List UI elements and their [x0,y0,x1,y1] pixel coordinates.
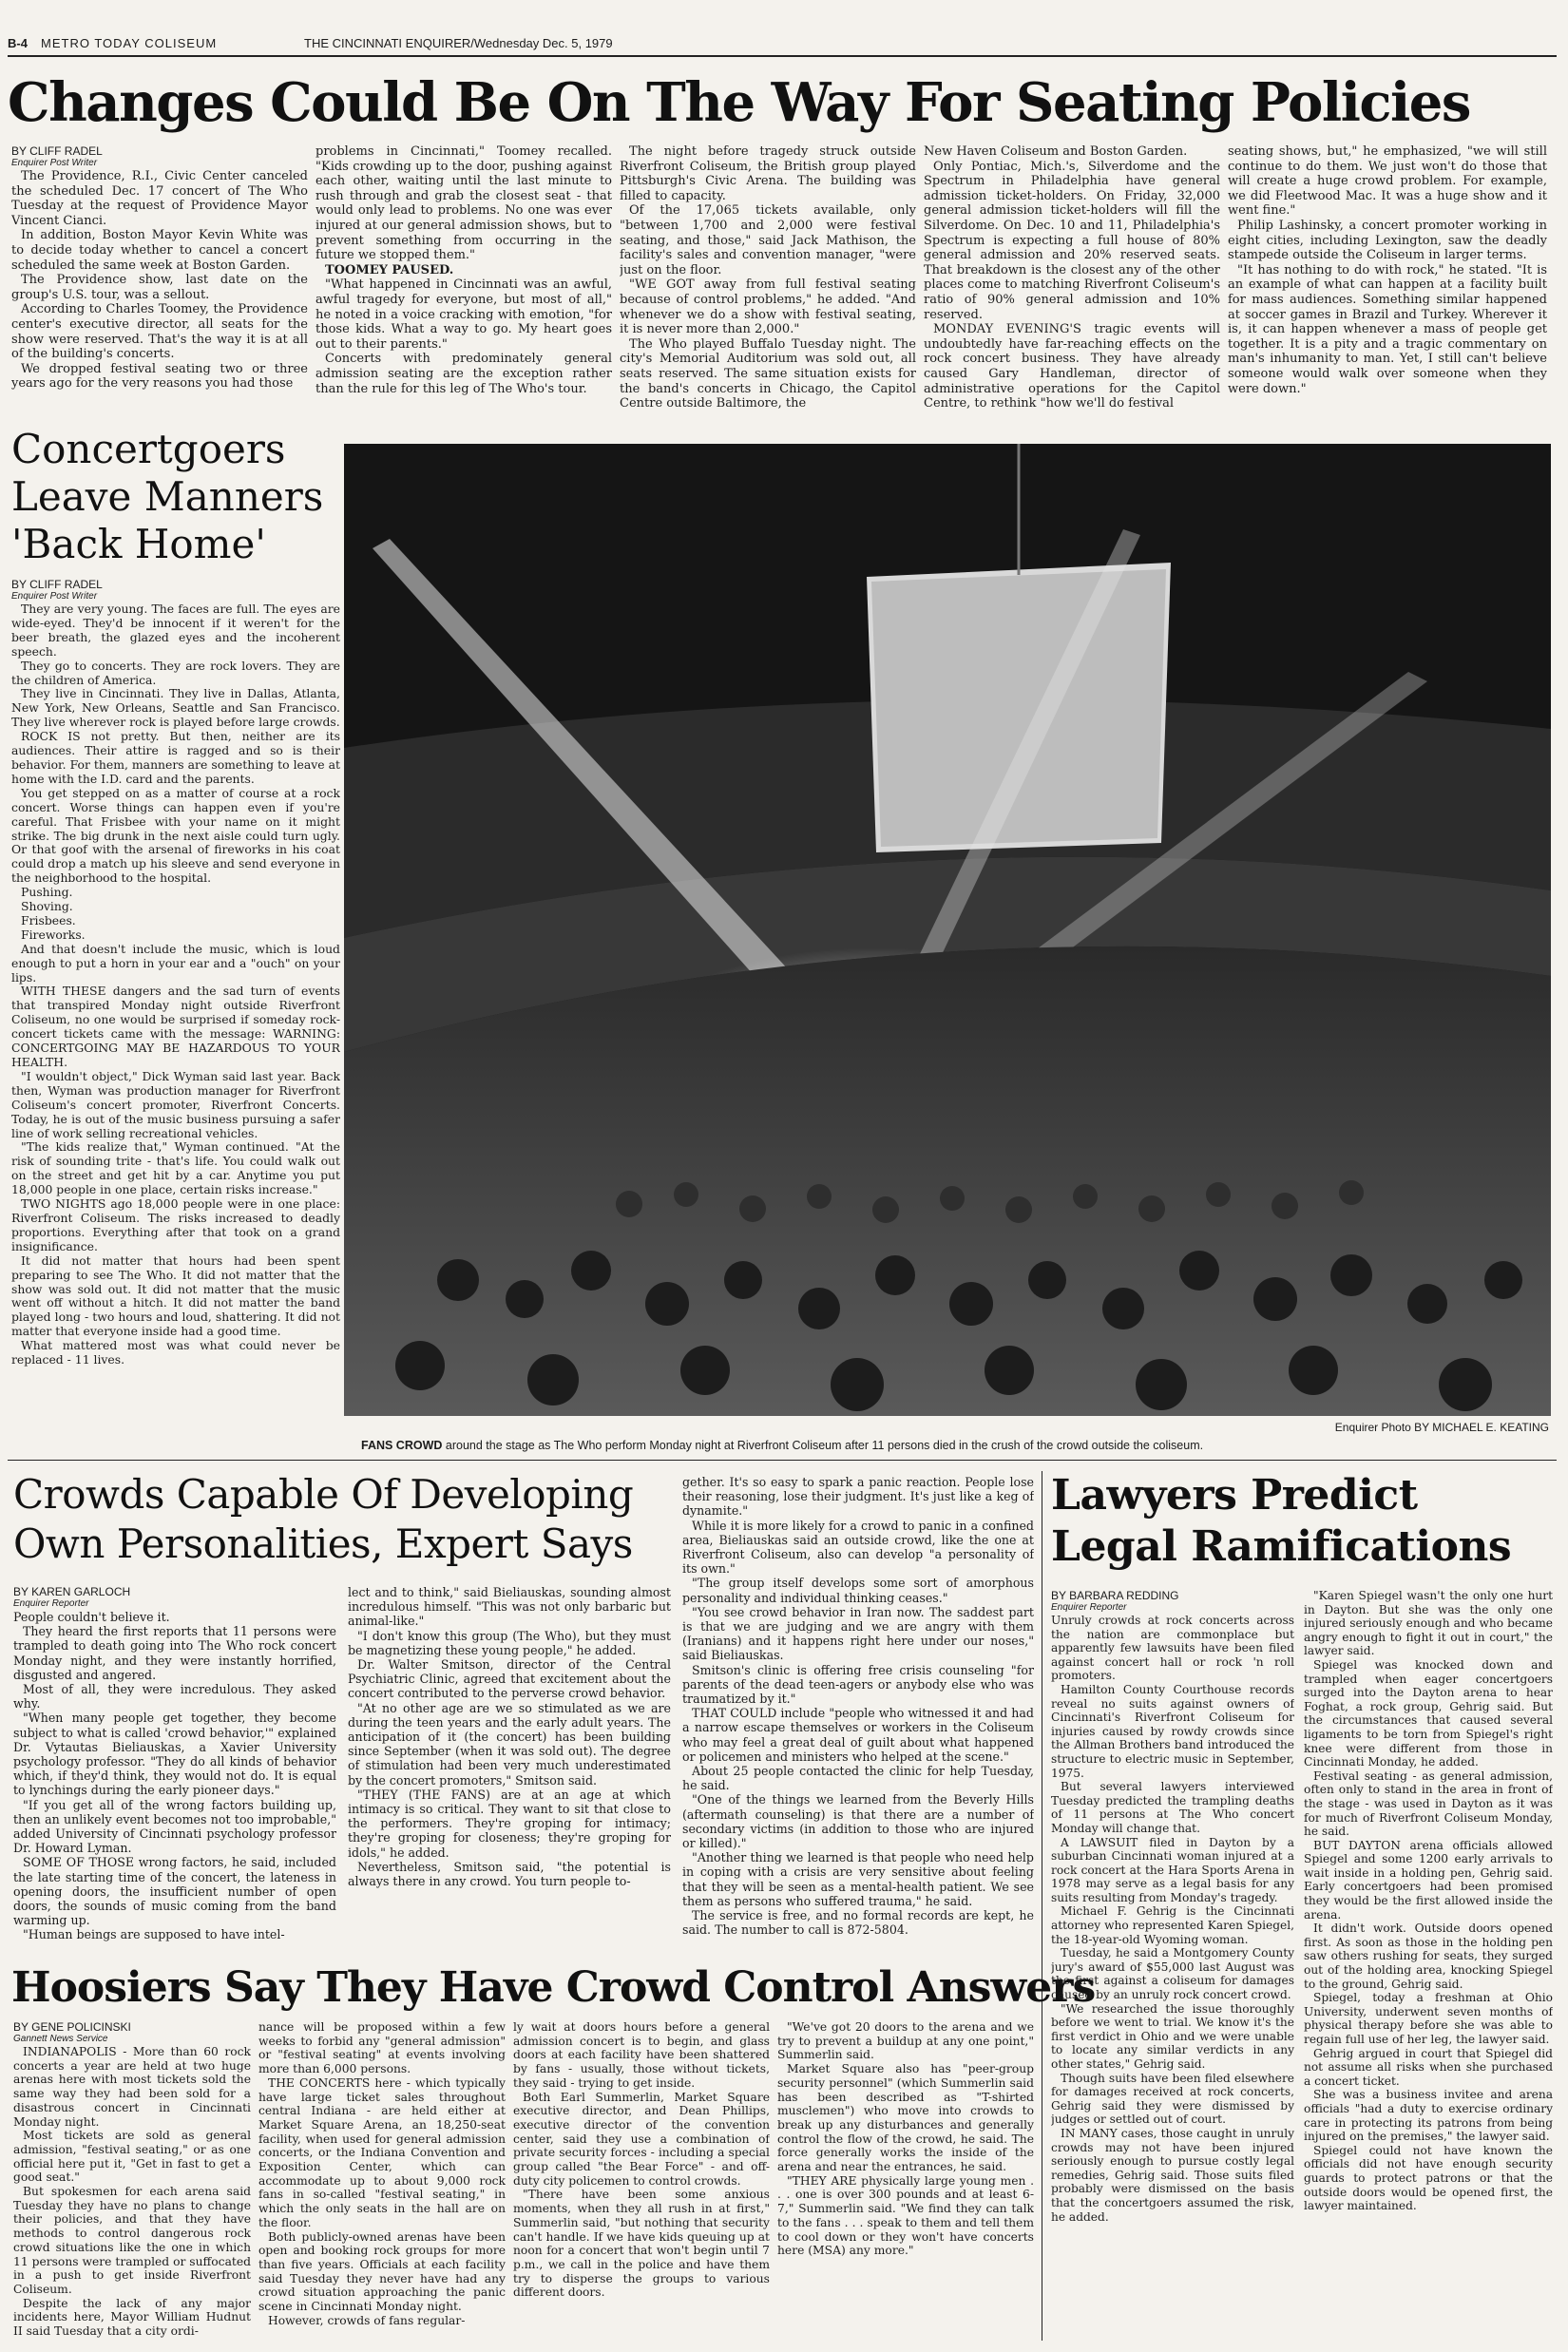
paragraph: "Another thing we learned is that people who need help in coping with a crisis are very sensitive about feeling that they will be seen as a mental-health patient. We see them as persons who suffered trauma," he said. [682,1850,1034,1908]
paragraph: Nevertheless, Smitson said, "the potential is always there in any crowd. You turn people to- [348,1859,671,1889]
paragraph: Fireworks. [21,927,86,942]
paragraph: INDIANAPOLIS - More than 60 rock concerts a year are held at two huge arenas here with most tickets sold the same way they had been sold for a disastrous concert in Cincinnati Monday night. [13,2045,251,2129]
story4-column-2 [258,2020,506,2343]
paragraph: Pushing. [21,885,73,900]
story4-column-3 [513,2020,770,2343]
paragraph: "I wouldn't object," Dick Wyman said last year. Back then, Wyman was production manager for Riverfront Coliseum's concert promoter, Riverfront Concerts. Today, he is out of the music business pursuing a safer line of work selling recreational vehicles. [11,1068,340,1140]
paragraph: "THEY (THE FANS) are at an age at which intimacy is so critical. They want to sit that close to the performers. They're groping for intimacy; they're groping for closeness; they're groping for idols," he added. [348,1787,671,1860]
paragraph: "What happened in Cincinnati was an awful, awful tragedy for everyone, but most of all," he noted in a voice cracking with emotion, "for those kids. What a way to go. My heart goes out to their parents." [316,277,612,352]
paragraph: "It has nothing to do with rock," he stated. "It is an example of what can happen at a facility built for mass audiences. Something similar happened at soccer games in Brazil and Turkey. Wherever it is, it can happen whenever a mass of people get together. It is a pity and a tragic commentary on man's inhumanity to man. Yet, I still can't believe someone would walk over someone when they were down." [1228,262,1547,396]
paragraph: ROCK IS not pretty. But then, neither are its audiences. Their attire is ragged and so is their behavior. For them, manners are something to leave at home with the I.D. card and the parents. [11,729,340,786]
paragraph: problems in Cincinnati," Toomey recalled. "Kids crowding up to the door, pushing against each other, waiting until the last minute to rush through and grab the closest seat - that would only lead to problems. No one was ever injured at our general admission shows, but to prevent something from occurring in the future we stopped them." [316,144,612,263]
story4-credit: Gannett News Service [13,2034,108,2044]
paragraph: TWO NIGHTS ago 18,000 people were in one place: Riverfront Coliseum. The risks increased to deadly proportions. Everything after that took on a grand insignificance. [11,1196,340,1253]
story5-byline: BY BARBARA REDDING [1051,1589,1179,1602]
headline-lawyers-l1: Lawyers Predict [1051,1471,1418,1520]
paragraph: But spokesmen for each arena said Tuesday they have no plans to change their policies, and that they have methods to control dangerous rock crowd situations like the one in which 11 persons were trampled or suffocated in a push to get inside Riverfront Coliseum. [13,2185,251,2296]
caption-text: around the stage as The Who perform Monday night at Riverfront Coliseum after 11 persons died in the crush of the crowd outside the coliseum. [445,1439,1204,1452]
story2-credit: Enquirer Post Writer [11,591,98,602]
paragraph: They live in Cincinnati. They live in Dallas, Atlanta, New York, New Orleans, Seattle and San Francisco. They live wherever rock is played before large crowds. [11,686,340,730]
story5-column-1 [1051,1589,1294,2343]
paragraph: SOME OF THOSE wrong factors, he said, included the late starting time of the concert, the lateness in opening doors, the insufficient number of open doors, the sounds of music coming from the band warming up. [13,1855,336,1928]
paragraph: "One of the things we learned from the Beverly Hills (aftermath counseling) is that there are a number of secondary victims (in addition to those who are injured or killed)." [682,1792,1034,1851]
paragraph: Spiegel was knocked down and trampled when eager concertgoers surged into the Dayton arena to hear Foghat, a rock group, Gehrig said. But the circumstances that caused several ligaments to be torn from Spiegel's right knee were different from those in Cincinnati Monday, he added. [1304,1657,1553,1769]
headline-seating-policies: Changes Could Be On The Way For Seating Policies [8,71,1470,134]
headline-concertgoers-l1: Concertgoers [11,426,286,472]
story3-credit: Enquirer Reporter [13,1598,89,1609]
paragraph: You get stepped on as a matter of course at a rock concert. Worse things can happen even if you're careful. That Frisbee with your name on it might strike. The big drunk in the next aisle could turn ugly. Or that goof with the arsenal of fireworks in his coat could drop a match up his sleeve and send everyone in the neighborhood to the hospital. [11,785,340,886]
paragraph: Market Square also has "peer-group security personnel" (which Summerlin said has been described as "T-shirted musclemen") who move into crowds to break up any disturbances and generally control the flow of the crowd, he said. The force generally works the inside of the arena and near the entrances, he said. [777,2062,1034,2174]
paragraph: A LAWSUIT filed in Dayton by a suburban Cincinnati woman injured at a rock concert at the Hara Sports Arena in 1978 may serve as a legal basis for any suits resulting from Monday's tragedy. [1051,1835,1294,1904]
story3-column-3 [682,1475,1034,1954]
paragraph: Concerts with predominately general admission seating are the exception rather than the rule for this leg of The Who's tour. [316,352,612,396]
paragraph: We dropped festival seating two or three years ago for the very reasons you had those [11,361,308,392]
headline-crowds-l1: Crowds Capable Of Developing [13,1471,634,1518]
paragraph: They heard the first reports that 11 persons were trampled to death going into The Who rock concert Monday night, and they were instantly horrified, disgusted and angered. [13,1624,336,1682]
section-name: METRO TODAY COLISEUM [41,36,218,50]
paragraph: In addition, Boston Mayor Kevin White was to decide today whether to cancel a concert scheduled the same week at Boston Garden. [11,228,308,273]
paragraph: Spiegel could not have known the officials did not have enough security guards to protect patrons or that the outside doors would be opened first, the lawyer maintained. [1304,2143,1553,2213]
paragraph: What mattered most was what could never be replaced - 11 lives. [11,1338,340,1367]
story1-column-2 [316,144,612,430]
story3-byline: BY KAREN GARLOCH [13,1585,131,1598]
paragraph: But several lawyers interviewed Tuesday predicted the trampling deaths of 11 persons at The Who concert Monday will change that. [1051,1780,1294,1835]
paragraph: She was a business invitee and arena officials "had a duty to exercise ordinary care in protecting its patrons from being injured on the premises," the lawyer said. [1304,2088,1553,2144]
headline-lawyers-l2: Legal Ramifications [1051,1522,1512,1571]
concert-photo-illustration [344,444,1551,1416]
paragraph: Shoving. [21,899,73,914]
paragraph: "If you get all of the wrong factors building up, then an unlikely event becomes not too improbable," added University of Cincinnati psychology professor Dr. Howard Lyman. [13,1797,336,1856]
concert-photo [344,444,1551,1416]
paragraph: THAT COULD include "people who witnessed it and had a narrow escape themselves or workers in the Coliseum who may feel a great deal of guilt about what happened or policemen and ministers who helped at the scene." [682,1706,1034,1764]
section-rule [8,1460,1557,1461]
paragraph: Only Pontiac, Mich.'s, Silverdome and the Spectrum in Philadelphia have general admission ticket-holders. On Friday, 32,000 general admission ticket-holders will fill the Silverdome. On Dec. 10 and 11, Philadelphia's Spectrum is expecting a full house of 80% general admission and 20% reserved seats. That breakdown is the closest any of the other places come to matching Riverfront Coliseum's ratio of 90% general admission and 10% reserved. [924,159,1220,322]
paragraph: Gehrig argued in court that Spiegel did not assume all risks when she purchased a concert ticket. [1304,2046,1553,2088]
story1-column-3 [620,144,916,430]
story4-column-4 [777,2020,1034,2343]
paragraph: Though suits have been filed elsewhere for damages received at rock concerts, Gehrig said they were dismissed by judges or settled out of court. [1051,2071,1294,2127]
story3-column-2 [348,1585,671,1954]
paragraph: "There have been some anxious moments, when they all rush in at first," Summerlin said, "but nothing that security can't handle. If we have kids queuing up at noon for a concert that won't begin until 7 p.m., we call in the police and have them try to disperse the groups to various different doors. [513,2188,770,2300]
paragraph: New Haven Coliseum and Boston Garden. [924,144,1188,159]
paragraph: Both Earl Summerlin, Market Square executive director, and Dean Phillips, executive director of the convention center, said they use a combination of private security forces - including a special group called "the Bear Force" - and off-duty city policemen to control crowds. [513,2090,770,2188]
paragraph: The night before tragedy struck outside Riverfront Coliseum, the British group played Pittsburgh's Civic Arena. The building was filled to capacity. [620,144,916,203]
paragraph: Most of all, they were incredulous. They asked why. [13,1682,336,1711]
story5-credit: Enquirer Reporter [1051,1602,1127,1613]
story1-column-4 [924,144,1220,430]
paragraph: Philip Lashinsky, a concert promoter working in eight cities, including Lexington, saw the deadly stampede outside the Coliseum in larger terms. [1228,218,1547,263]
paragraph: Hamilton County Courthouse records reveal no suits against owners of Cincinnati's Riverfront Coliseum for injuries caused by rowdy crowds since the Allman Brothers band introduced the structure to electric music in September, 1975. [1051,1682,1294,1780]
header-rule [8,55,1557,57]
paragraph: "We researched the issue thoroughly before we went to trial. We know it's the first verdict in Ohio and we were unable to locate any similar verdicts in any other states," Gehrig said. [1051,2001,1294,2071]
paragraph: They are very young. The faces are full. The eyes are wide-eyed. They'd be innocent if it weren't for the beer breath, the glazed eyes and the incoherent speech. [11,602,340,659]
page-number: B-4 [8,36,28,50]
paragraph: According to Charles Toomey, the Providence center's executive director, all seats for the show were reserved. That's the way it is at all of the building's concerts. [11,302,308,362]
paragraph: ly wait at doors hours before a general admission concert is to begin, and glass doors at each facility have been shattered by fans - usually, those without tickets, they said - trying to get inside. [513,2020,770,2090]
story4-column-1 [13,2020,251,2343]
subhead: TOOMEY PAUSED. [325,262,454,277]
paragraph: BUT DAYTON arena officials allowed Spiegel and some 1200 early arrivals to wait inside in a holding pen, Gehrig said. Early concertgoers had been promised they would be the first allowed inside the arena. [1304,1838,1553,1922]
paragraph: WITH THESE dangers and the sad turn of events that transpired Monday night outside Riverfront Coliseum, no one would be surprised if someday rock-concert tickets came with the message: WARNING: CONCERTGOING MAY BE HAZARDOUS TO YOUR HEALTH. [11,984,340,1069]
paragraph: Michael F. Gehrig is the Cincinnati attorney who represented Karen Spiegel, the 18-year-old Wyoming woman. [1051,1904,1294,1946]
paragraph: About 25 people contacted the clinic for help Tuesday, he said. [682,1764,1034,1793]
paragraph: lect and to think," said Bieliauskas, sounding almost incredulous himself. "This was not only barbaric but animal-like." [348,1585,671,1629]
paragraph: The Who played Buffalo Tuesday night. The city's Memorial Auditorium was sold out, all seats reserved. The same situation exists for the band's concerts in Chicago, the Capitol Centre outside Baltimore, the [620,336,916,411]
story1-column-5 [1228,144,1547,430]
paragraph: Unruly crowds at rock concerts across the nation are commonplace but apparently few lawsuits have been filed against concert hall or rock 'n roll promoters. [1051,1614,1294,1683]
paragraph: The Providence, R.I., Civic Center canceled the scheduled Dec. 17 concert of The Who Tuesday at the request of Providence Mayor Vincent Cianci. [11,169,308,228]
paragraph: seating shows, but," he emphasized, "we will still continue to do them. We just won't do those that will create a huge crowd problem. For example, we did Fleetwood Mac. It was a huge show and it went fine." [1228,144,1547,219]
paragraph: nance will be proposed within a few weeks to forbid any "general admission" or "festival seating" at events involving more than 6,000 persons. [258,2020,506,2076]
paragraph: Dr. Walter Smitson, director of the Central Psychiatric Clinic, agreed that excitement about the concert contributed to the perverse crowd behavior. [348,1657,671,1701]
paragraph: The Providence show, last date on the group's U.S. tour, was a sellout. [11,273,308,302]
paragraph: Festival seating - as general admission, often only to stand in the area in front of the stage - was used in Dayton as it was for much of Riverfront Coliseum Monday, he said. [1304,1769,1553,1839]
paragraph: "Human beings are supposed to have intel- [23,1927,285,1942]
headline-concertgoers-l2: Leave Manners [11,473,324,520]
headline-crowds-l2: Own Personalities, Expert Says [13,1520,633,1567]
paragraph: "Karen Spiegel wasn't the only one hurt in Dayton. But she was the only one injured seriously enough and who became angry enough to fight it out in court," the lawyer said. [1304,1589,1553,1658]
caption-lead: FANS CROWD [361,1439,443,1452]
paragraph: "The kids realize that," Wyman continued. "At the risk of sounding trite - that's life. You could walk out on the street and get hit by a car. Anytime you put 18,000 people in one place, certain risks increase." [11,1139,340,1197]
paragraph: gether. It's so easy to spark a panic reaction. People lose their reasoning, lose their judgment. It's just like a keg of dynamite." [682,1475,1034,1519]
paragraph: However, crowds of fans regular- [268,2313,466,2327]
paragraph: "At no other age are we so stimulated as we are during the teen years and the early adult years. The anticipation of it (the concert) has been building since September (when it was sold out). The degree of stimulation had been very much underestimated by the concert promoters," Smitson said. [348,1700,671,1788]
story1-credit: Enquirer Post Writer [11,158,98,168]
paragraph: The service is free, and no formal records are kept, he said. The number to call is 872-5804. [682,1908,1034,1938]
story3-column-1 [13,1585,336,1954]
story1-column-1 [11,144,308,430]
story2-column [11,578,340,1454]
paragraph: While it is more likely for a crowd to panic in a confined area, Bieliauskas said an outside crowd, like the one at Riverfront Coliseum, also can develop "a personality of its own." [682,1518,1034,1577]
paragraph: Of the 17,065 tickets available, only "between 1,700 and 2,000 were festival seating, and those," said Jack Mathison, the facility's sales and convention manager, "were just on the floor. [620,203,916,277]
story4-byline: BY GENE POLICINSKI [13,2020,131,2034]
paragraph: And that doesn't include the music, which is loud enough to put a horn in your ear and a "ouch" on your lips. [11,941,340,985]
story2-byline: BY CLIFF RADEL [11,578,103,591]
headline-concertgoers-l3: 'Back Home' [11,521,266,567]
headline-hoosiers: Hoosiers Say They Have Crowd Control Answers [11,1963,1096,2012]
photo-caption [361,1439,1549,1453]
paragraph: THE CONCERTS here - which typically have large ticket sales throughout central Indiana - are held either at Market Square Arena, an 18,250-seat facility, when used for general admission concerts, or the Indiana Convention and Exposition Center, which can accommodate up to about 9,000 rock fans in so-called "festival seating," in which the only seats in the hall are on the floor. [258,2075,506,2229]
paragraph: "THEY ARE physically large young men . . . one is over 300 pounds and at least 6-7," Summerlin said. "We find they can talk to the fans . . . speak to them and tell them to cool down or they won't have concerts here (MSA) any more." [777,2173,1034,2258]
story5-column-2 [1304,1589,1553,2343]
paragraph: Most tickets are sold as general admission, "festival seating," or as one official here put it, "Get in fast to get a good seat." [13,2129,251,2185]
paragraph: MONDAY EVENING'S tragic events will undoubtedly have far-reaching effects on the rock concert business. They have already caused Gary Handleman, director of administrative operations for the Capitol Centre, to rethink "how we'll do festival [924,322,1220,411]
paragraph: "The group itself develops some sort of amorphous personality and individual thinking ceases." [682,1576,1034,1605]
paragraph: They go to concerts. They are rock lovers. They are the children of America. [11,658,340,687]
paragraph: "You see crowd behavior in Iran now. The saddest part is that we are judging and we are angry with them (Iranians) and it happens right here under our noses," said Bieliauskas. [682,1604,1034,1663]
paragraph: "WE GOT away from full festival seating because of control problems," he added. "And whenever we do a show with festival seating, it is never more than 2,000." [620,277,916,337]
story1-byline: BY CLIFF RADEL [11,144,103,158]
photo-credit: Enquirer Photo BY MICHAEL E. KEATING [1334,1421,1549,1434]
paragraph: Spiegel, today a freshman at Ohio University, underwent seven months of physical therapy before she was able to regain full use of her leg, the lawyer said. [1304,1991,1553,2046]
paragraph: People couldn't believe it. [13,1610,170,1624]
paragraph: Smitson's clinic is offering free crisis counseling "for parents of the dead teen-agers or anybody else who was traumatized by it." [682,1662,1034,1707]
paragraph: Frisbees. [21,912,76,927]
paragraph: "We've got 20 doors to the arena and we try to prevent a buildup at any one point," Summerlin said. [777,2020,1034,2062]
page-header [8,34,1557,53]
paragraph: It didn't work. Outside doors opened first. As soon as those in the holding pen saw others rushing for seats, they surged out of the holding area, knocking Spiegel to the ground, Gehrig said. [1304,1922,1553,1991]
paragraph: Both publicly-owned arenas have been open and booking rock groups for more than five years. Officials at each facility said Tuesday they never have had any crowd situation approaching the panic scene in Cincinnati Monday night. [258,2229,506,2314]
paragraph: "I don't know this group (The Who), but they must be magnetizing these young people," he added. [348,1628,671,1657]
paper-date: THE CINCINNATI ENQUIRER/Wednesday Dec. 5, 1979 [304,36,613,50]
paragraph: "When many people get together, they become subject to what is called 'crowd behavior,'" explained Dr. Vytautas Bieliauskas, a Xavier University psychology professor. "They do all kinds of behavior which, if they'd think, they would not do. It is equal to lynchings during the early pioneer days." [13,1711,336,1798]
paragraph: IN MANY cases, those caught in unruly crowds may not have been injured seriously enough to pursue costly legal remedies, Gehrig said. Those suits filed probably were dismissed on the basis that the concertgoers assumed the risk, he added. [1051,2126,1294,2224]
paragraph: Despite the lack of any major incidents here, Mayor William Hudnut II said Tuesday that a city ordi- [13,2296,251,2339]
paragraph: Tuesday, he said a Montgomery County jury's award of $55,000 last August was the first against a coliseum for damages caused by an unruly rock concert crowd. [1051,1946,1294,2002]
paragraph: It did not matter that hours had been spent preparing to see The Who. It did not matter that the show was sold out. It did not matter that the music went off without a hitch. It did not matter the band played long - two hours and loud, shattering. It did not matter that everyone inside had a good time. [11,1252,340,1339]
